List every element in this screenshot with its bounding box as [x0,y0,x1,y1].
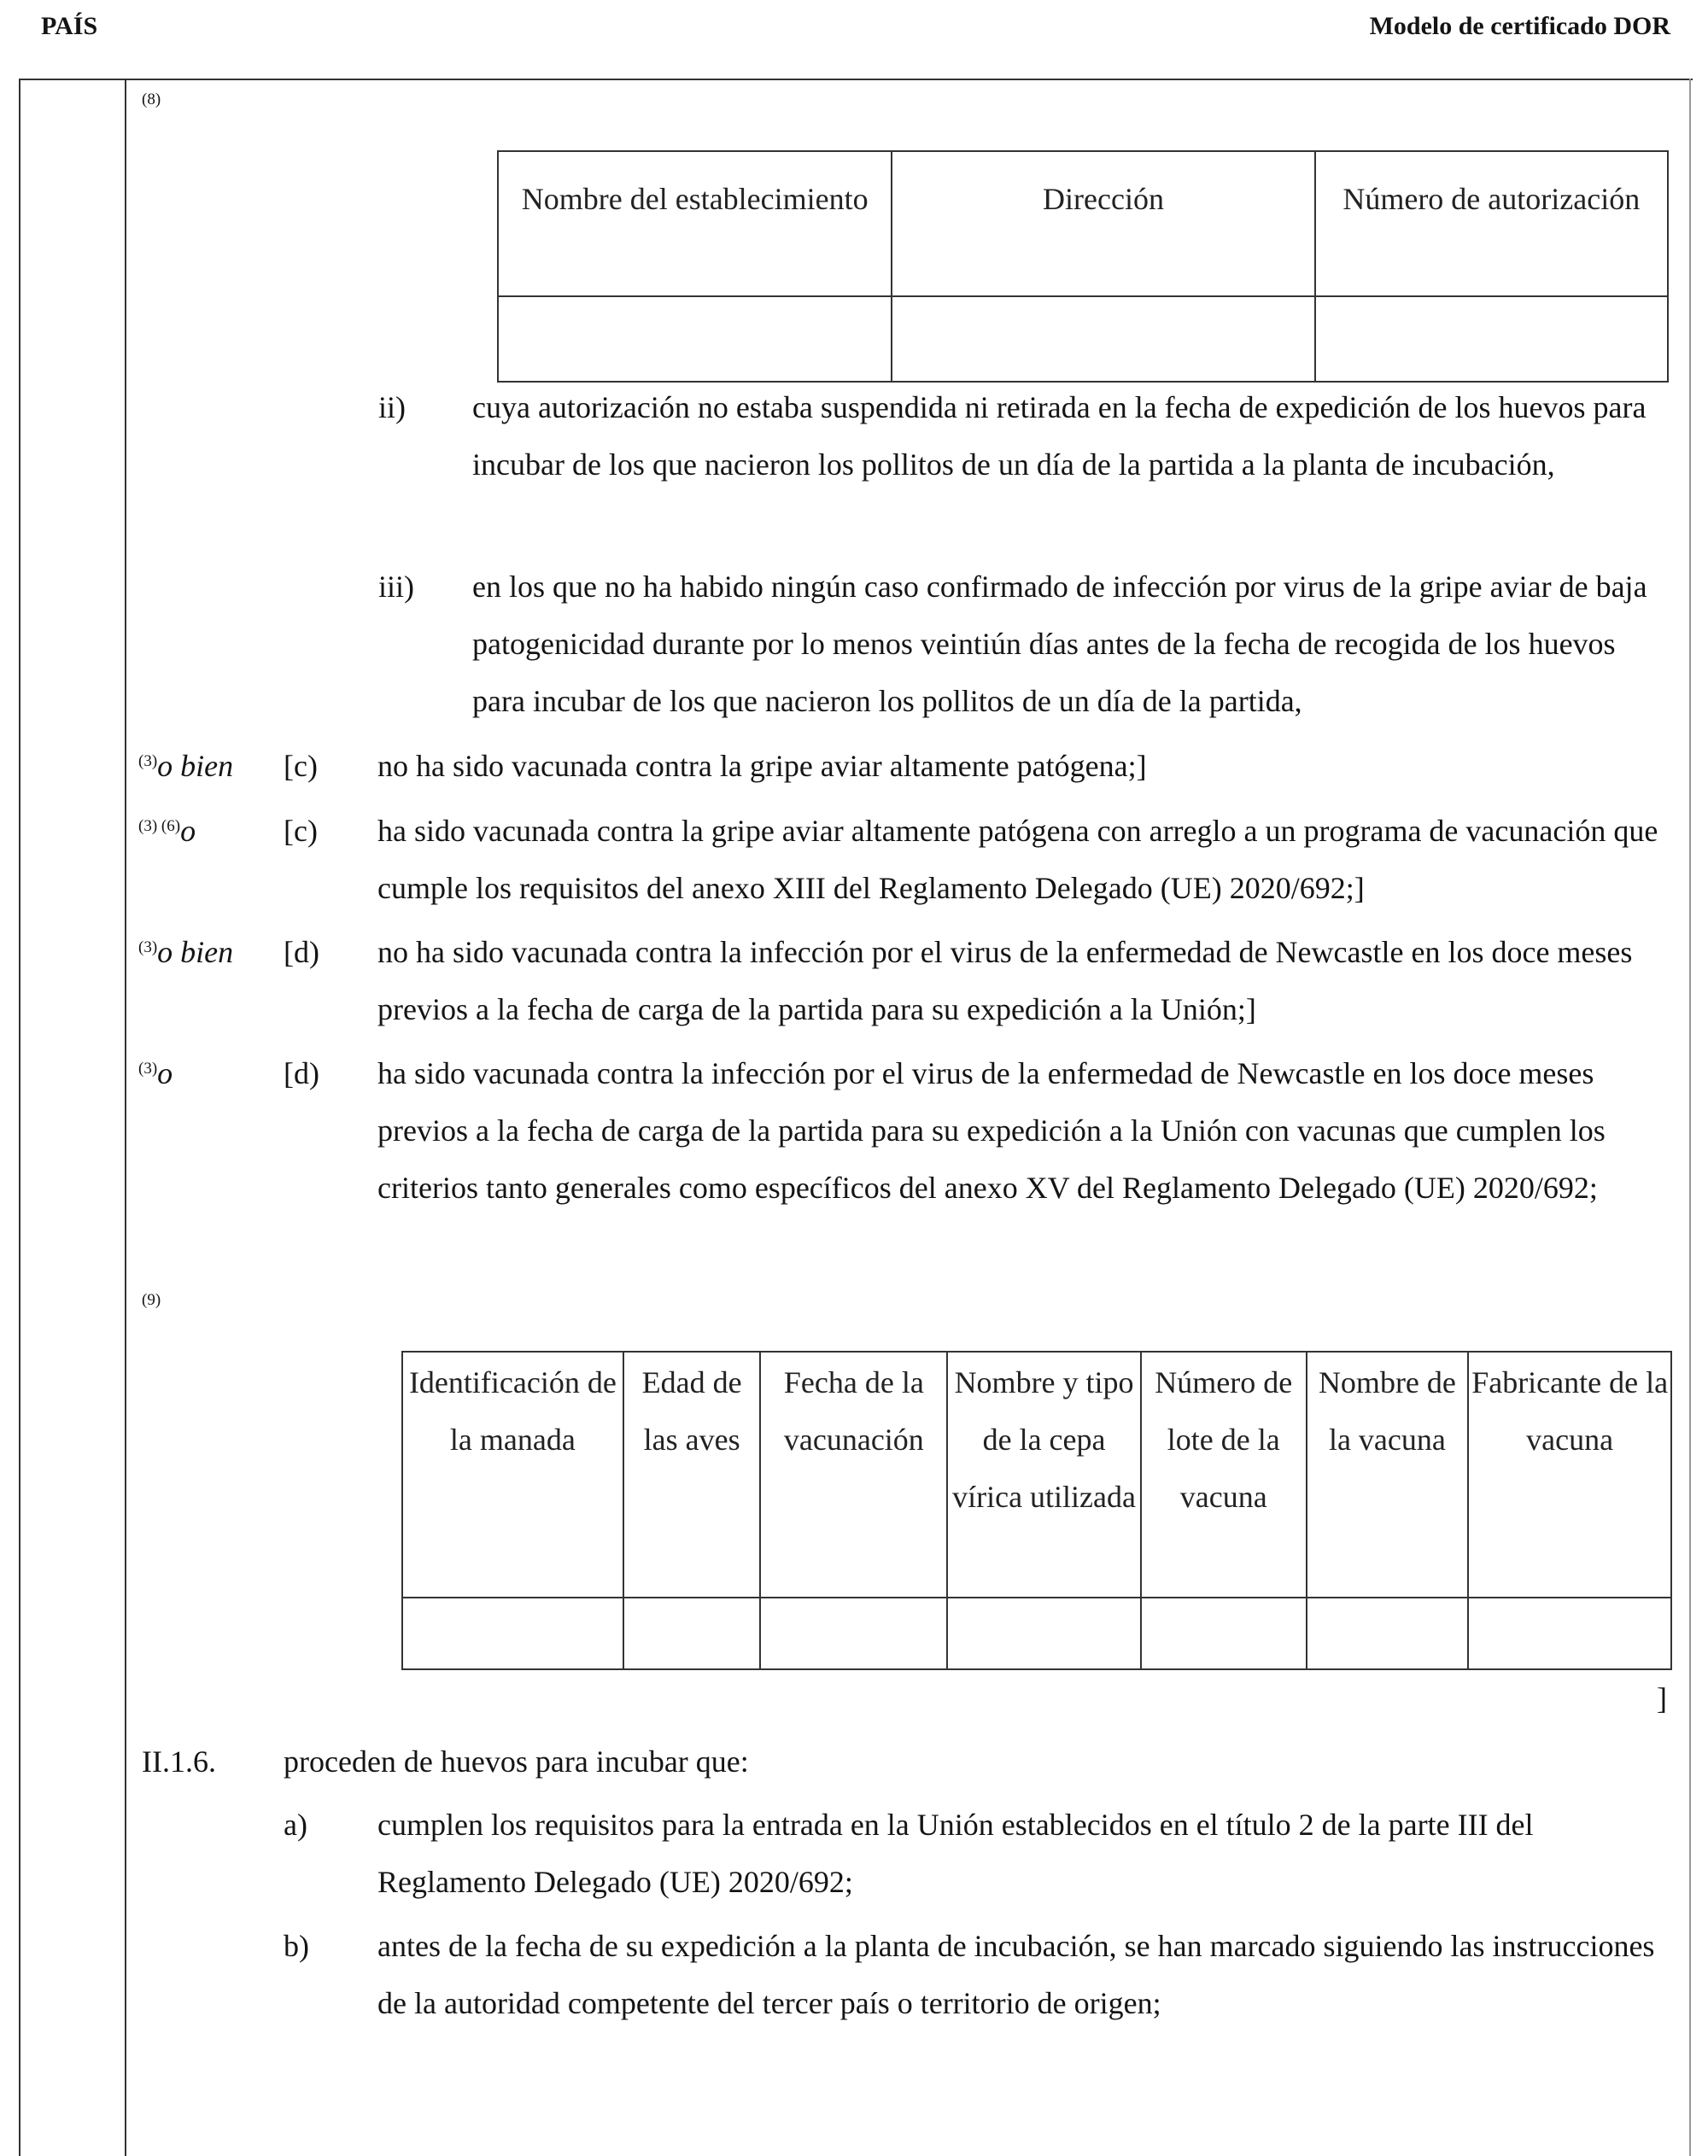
table-header-cell: Número de lote de la vacuna [1141,1352,1307,1598]
item-number-iii: iii) [378,570,414,604]
table-header-cell: Identificación de la manada [402,1352,623,1598]
table-header-cell: Nombre y tipo de la cepa vírica utilizada [947,1352,1141,1598]
header-country: PAÍS [41,12,98,40]
option-letter: [d) [284,1056,319,1090]
option-marker: $^{(3)}$o [138,1056,173,1090]
table-header-cell: Edad de las aves [623,1352,761,1598]
option-letter: [d) [284,935,319,969]
option-text: no ha sido vacunada contra la infección por el virus de la enfermedad de Newcastle en los doce meses previos a la fecha de carga de la partida para su expedición a la Unión;] [377,935,1633,1026]
table-header-cell: Nombre de la vacuna [1307,1352,1469,1598]
option-text: ha sido vacunada contra la gripe aviar altamente patógena con arreglo a un programa de vacunación que cumple los requisitos del anexo XIII del Reglamento Delegado (UE) 2020/692;] [377,814,1658,905]
table-header-row [402,1352,1671,1598]
table-header-cell: Nombre del establecimiento [498,151,892,296]
table-header-cell: Número de autorización [1315,151,1668,296]
footnote-9: (9) [142,1291,161,1309]
item-text-ii: cuya autorización no estaba suspendida ni retirada en la fecha de expedición de los huevos para incubar de los que nacieron los pollitos de un día de la partida a la planta de incubación, [472,390,1647,482]
option-marker: $^{(3)}$o bien [138,749,234,783]
table-cell [1468,1598,1671,1669]
section-item-text: cumplen los requisitos para la entrada en la Unión establecidos en el título 2 de la parte III del Reglamento Delegado (UE) 2020/692; [377,1808,1534,1899]
option-marker: $^{(3) (6)}$o [138,814,196,848]
outer-left-rule [19,79,20,2156]
section-number: II.1.6. [142,1744,216,1779]
establishment-table [497,150,1669,383]
table-cell [760,1598,947,1669]
footnote-8: (8) [142,91,161,108]
section-item-letter: b) [284,1929,309,1963]
table-header-cell: Dirección [892,151,1314,296]
vaccination-table [401,1351,1672,1670]
item-text-iii: en los que no ha habido ningún caso confirmado de infección por virus de la gripe aviar de baja patogenicidad durante por lo menos veintiún días antes de la fecha de recogida de los huevos para incubar de los que nacieron los pollitos de un día de la partida, [472,570,1647,718]
top-rule [19,79,1693,80]
item-number-ii: ii) [378,390,406,424]
section-item-text: antes de la fecha de su expedición a la planta de incubación, se han marcado siguiendo las instrucciones de la autoridad competente del tercer país o territorio de origen; [377,1929,1655,2020]
table-header-cell: Fecha de la vacunación [760,1352,947,1598]
inner-left-rule [125,79,126,2156]
table-row [402,1598,1671,1669]
table-header-row [498,151,1668,296]
table-cell [1315,296,1668,382]
option-text: ha sido vacunada contra la infección por el virus de la enfermedad de Newcastle en los doce meses previos a la fecha de carga de la partida para su expedición a la Unión con vacunas que cumplen los criterios tanto generales como específicos del anexo XV del Reglamento Delegado (UE) 2020/692; [377,1056,1606,1205]
table-row [498,296,1668,382]
header-model-title: Modelo de certificado DOR [1369,12,1670,40]
closing-bracket: ] [1657,1681,1667,1715]
option-letter: [c) [284,749,318,783]
right-rule [1689,79,1691,2156]
table-cell [402,1598,623,1669]
table-cell [947,1598,1141,1669]
table-cell [1141,1598,1307,1669]
table-cell [498,296,892,382]
table-cell [623,1598,761,1669]
section-intro: proceden de huevos para incubar que: [284,1744,749,1779]
table-cell [1307,1598,1469,1669]
option-text: no ha sido vacunada contra la gripe aviar altamente patógena;] [377,749,1147,783]
table-cell [892,296,1314,382]
section-item-letter: a) [284,1808,307,1842]
option-letter: [c) [284,814,318,848]
option-marker: $^{(3)}$o bien [138,935,234,969]
table-header-cell: Fabricante de la vacuna [1468,1352,1671,1598]
